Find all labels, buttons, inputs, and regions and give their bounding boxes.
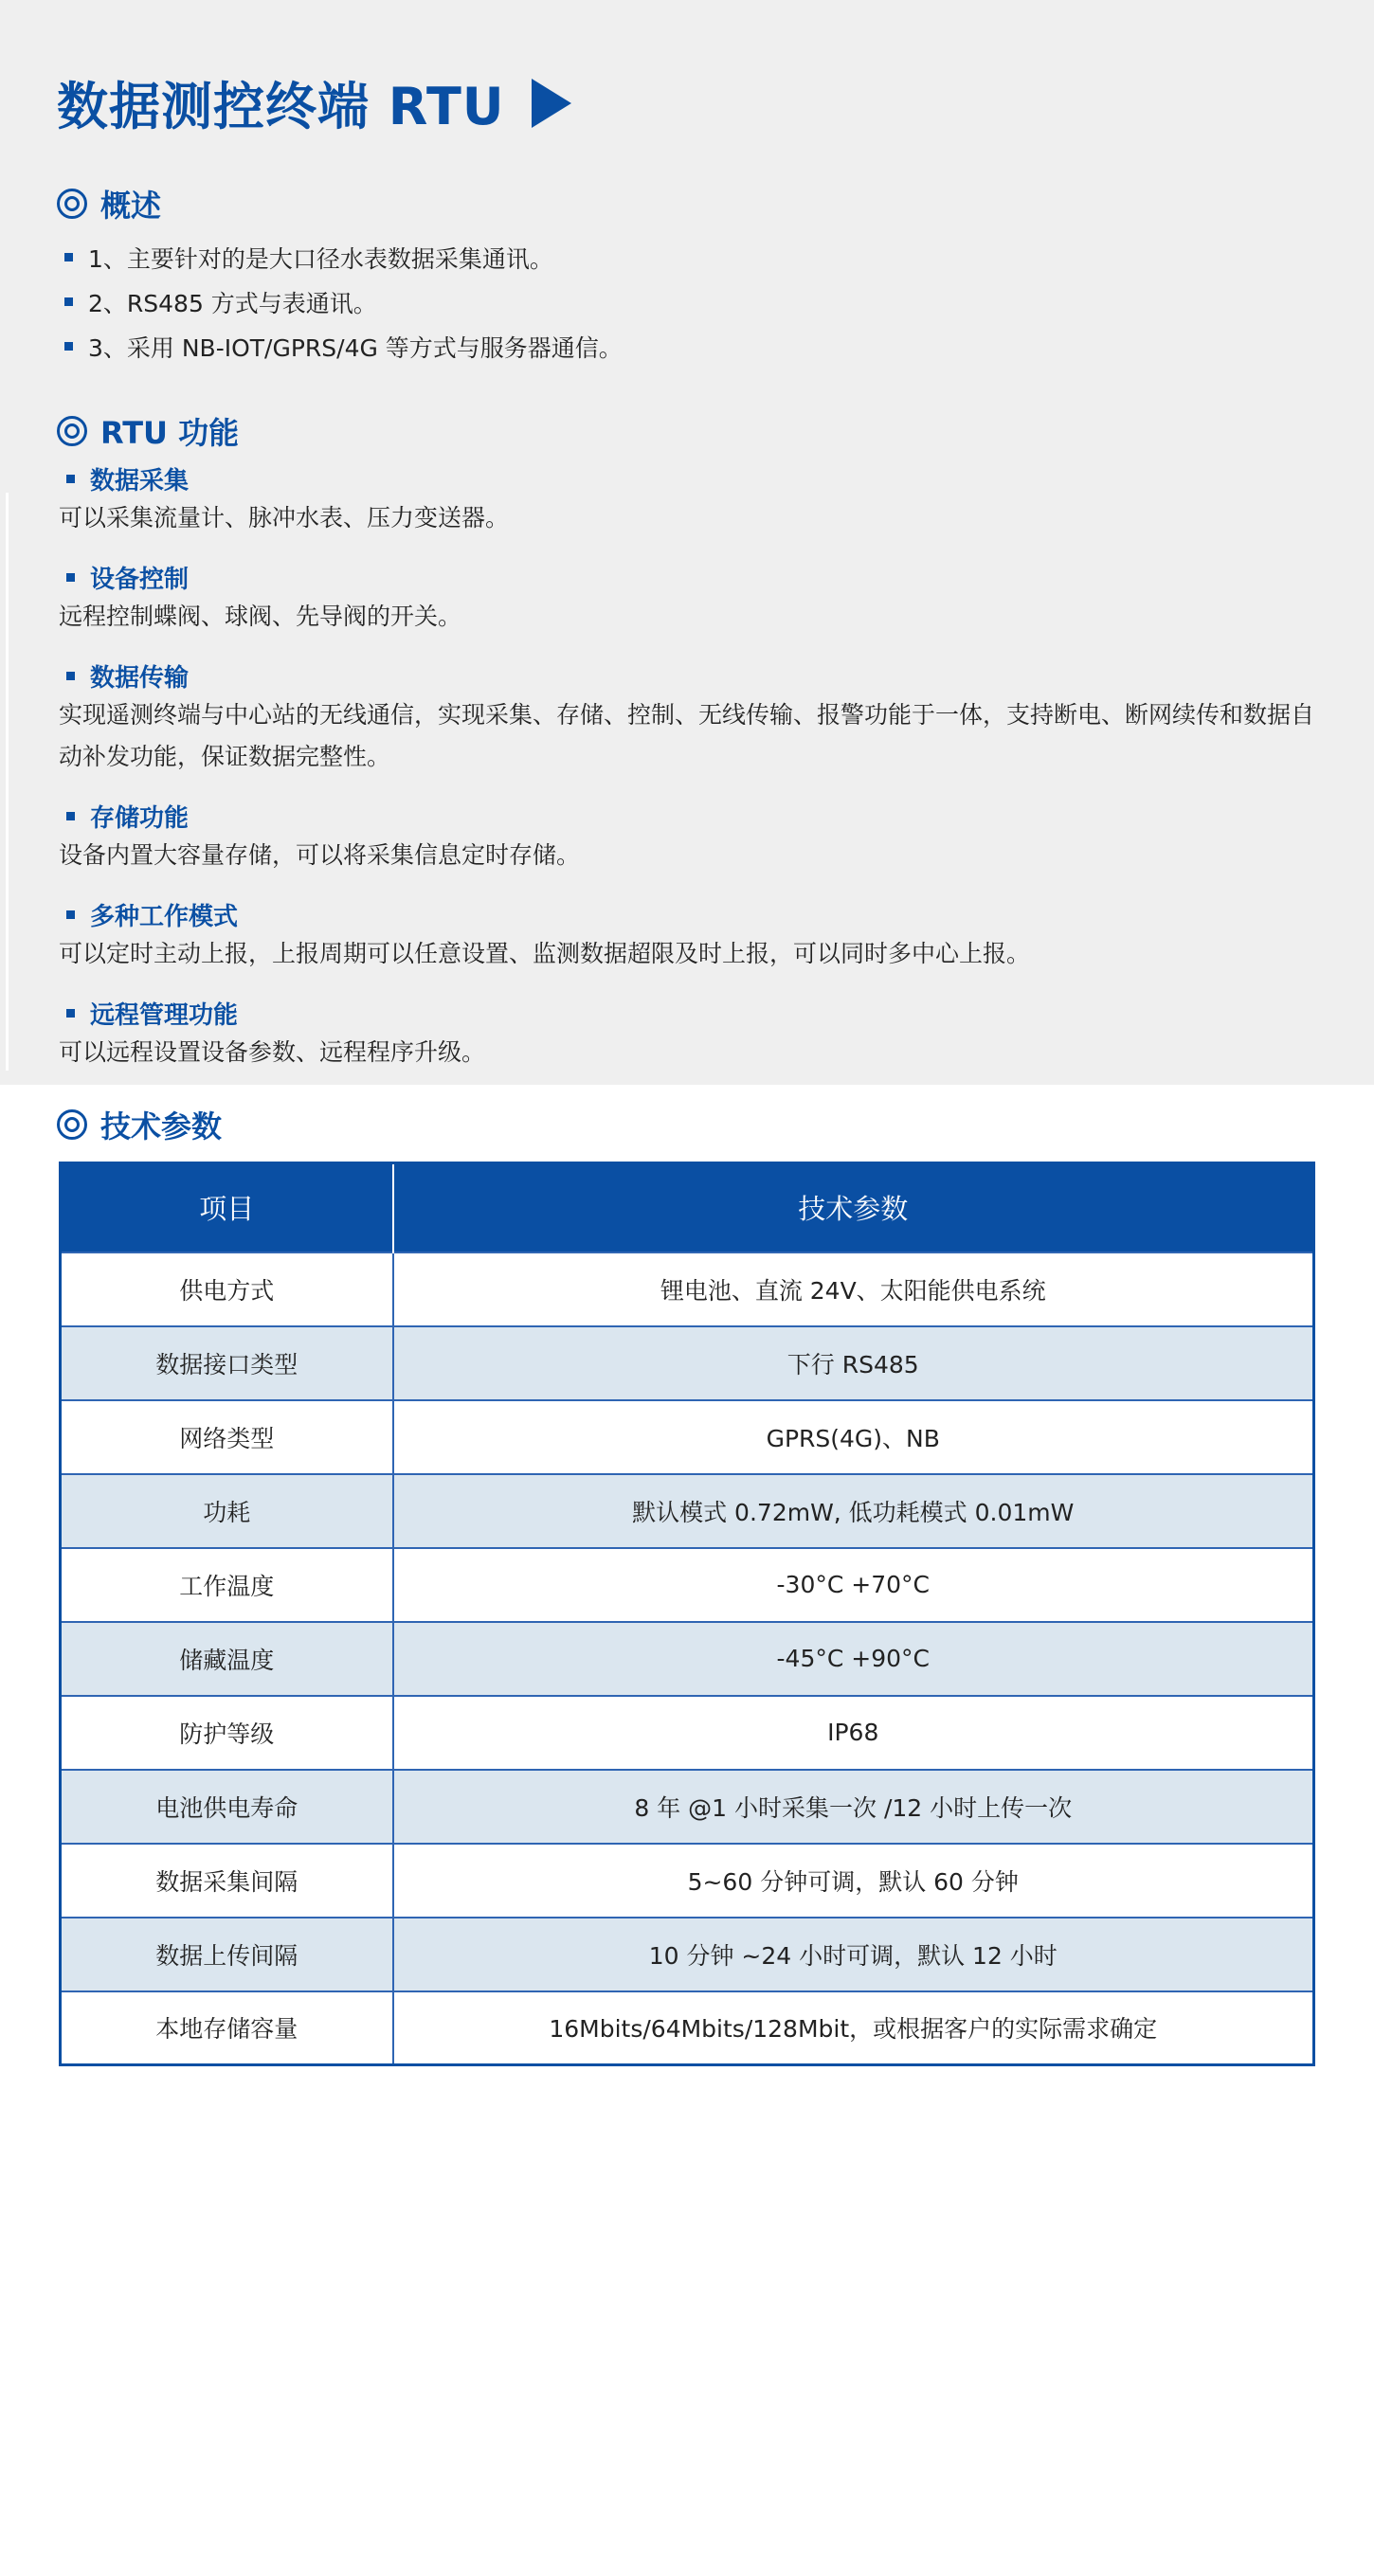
square-bullet-icon xyxy=(66,672,75,680)
feature-title-text: 远程管理功能 xyxy=(90,1000,239,1030)
feature-title-text: 存储功能 xyxy=(90,803,190,833)
row-value: 5~60 分钟可调，默认 60 分钟 xyxy=(393,1844,1314,1918)
specs-heading xyxy=(57,1103,222,1146)
feature-title xyxy=(59,459,1329,497)
page-title xyxy=(57,66,571,139)
table-row xyxy=(61,1252,1314,1326)
feature-title xyxy=(59,558,1329,596)
square-bullet-icon xyxy=(64,342,73,351)
row-label: 电池供电寿命 xyxy=(61,1770,393,1844)
table-row xyxy=(61,1400,1314,1474)
row-label: 防护等级 xyxy=(61,1696,393,1770)
overview-list xyxy=(64,235,623,369)
feature-title-text: 数据传输 xyxy=(90,663,190,693)
table-row xyxy=(61,1991,1314,2065)
square-bullet-icon xyxy=(66,910,75,919)
double-circle-icon xyxy=(57,416,87,446)
row-label: 储藏温度 xyxy=(61,1622,393,1696)
row-label: 供电方式 xyxy=(61,1252,393,1326)
table-row xyxy=(61,1844,1314,1918)
play-arrow-icon xyxy=(532,79,571,128)
row-value: -30°C +70°C xyxy=(393,1548,1314,1622)
column-header-item: 项目 xyxy=(61,1163,393,1252)
row-value: 16Mbits/64Mbits/128Mbit，或根据客户的实际需求确定 xyxy=(393,1991,1314,2065)
row-value: 默认模式 0.72mW, 低功耗模式 0.01mW xyxy=(393,1474,1314,1548)
overview-item-text: 3、采用 NB-IOT/GPRS/4G 等方式与服务器通信。 xyxy=(88,333,623,362)
table-row xyxy=(61,1474,1314,1548)
page-title-text: 数据测控终端 RTU xyxy=(57,77,505,136)
row-value: 锂电池、直流 24V、太阳能供电系统 xyxy=(393,1252,1314,1326)
square-bullet-icon xyxy=(66,573,75,582)
row-value: IP68 xyxy=(393,1696,1314,1770)
feature-title xyxy=(59,994,1329,1032)
row-value: -45°C +90°C xyxy=(393,1622,1314,1696)
square-bullet-icon xyxy=(64,253,73,261)
column-header-param: 技术参数 xyxy=(393,1163,1314,1252)
feature-title xyxy=(59,895,1329,933)
square-bullet-icon xyxy=(64,297,73,306)
overview-item-text: 2、RS485 方式与表通讯。 xyxy=(88,289,377,317)
feature-desc: 可以远程设置设备参数、远程程序升级。 xyxy=(59,1038,486,1066)
overview-heading xyxy=(57,182,161,225)
row-value: 下行 RS485 xyxy=(393,1326,1314,1400)
feature-desc: 设备内置大容量存储，可以将采集信息定时存储。 xyxy=(59,841,581,869)
double-circle-icon xyxy=(57,1109,87,1140)
left-divider xyxy=(6,493,9,1071)
feature-desc: 可以定时主动上报，上报周期可以任意设置、监测数据超限及时上报，可以同时多中心上报。 xyxy=(59,940,1031,967)
overview-item xyxy=(64,324,623,369)
table-row xyxy=(61,1696,1314,1770)
row-label: 数据上传间隔 xyxy=(61,1918,393,1991)
square-bullet-icon xyxy=(66,475,75,483)
square-bullet-icon xyxy=(66,812,75,820)
table-row xyxy=(61,1326,1314,1400)
row-label: 数据采集间隔 xyxy=(61,1844,393,1918)
feature-title-text: 多种工作模式 xyxy=(90,902,239,931)
row-label: 功耗 xyxy=(61,1474,393,1548)
functions-list xyxy=(59,459,1329,1092)
overview-item xyxy=(64,279,623,324)
row-label: 数据接口类型 xyxy=(61,1326,393,1400)
square-bullet-icon xyxy=(66,1009,75,1018)
functions-heading xyxy=(57,409,239,453)
row-value: GPRS(4G)、NB xyxy=(393,1400,1314,1474)
row-label: 工作温度 xyxy=(61,1548,393,1622)
specs-heading-text: 技术参数 xyxy=(100,1108,223,1144)
table-header-row xyxy=(61,1163,1314,1252)
feature-desc: 可以采集流量计、脉冲水表、压力变送器。 xyxy=(59,504,510,531)
table-row xyxy=(61,1770,1314,1844)
row-value: 10 分钟 ~24 小时可调，默认 12 小时 xyxy=(393,1918,1314,1991)
spec-table xyxy=(59,1162,1315,2066)
feature-title-text: 设备控制 xyxy=(90,565,190,594)
overview-item xyxy=(64,235,623,279)
row-value: 8 年 @1 小时采集一次 /12 小时上传一次 xyxy=(393,1770,1314,1844)
overview-heading-text: 概述 xyxy=(100,188,162,224)
functions-heading-text: RTU 功能 xyxy=(100,415,240,451)
row-label: 本地存储容量 xyxy=(61,1991,393,2065)
feature-title xyxy=(59,797,1329,835)
feature-title xyxy=(59,657,1329,694)
table-row xyxy=(61,1918,1314,1991)
double-circle-icon xyxy=(57,189,87,219)
feature-desc: 远程控制蝶阀、球阀、先导阀的开关。 xyxy=(59,603,462,630)
row-label: 网络类型 xyxy=(61,1400,393,1474)
overview-item-text: 1、主要针对的是大口径水表数据采集通讯。 xyxy=(88,244,553,273)
table-row xyxy=(61,1622,1314,1696)
feature-title-text: 数据采集 xyxy=(90,466,190,495)
feature-desc: 实现遥测终端与中心站的无线通信，实现采集、存储、控制、无线传输、报警功能于一体，支持断电、断网续传和数据自动补发功能，保证数据完整性。 xyxy=(59,701,1315,770)
table-row xyxy=(61,1548,1314,1622)
